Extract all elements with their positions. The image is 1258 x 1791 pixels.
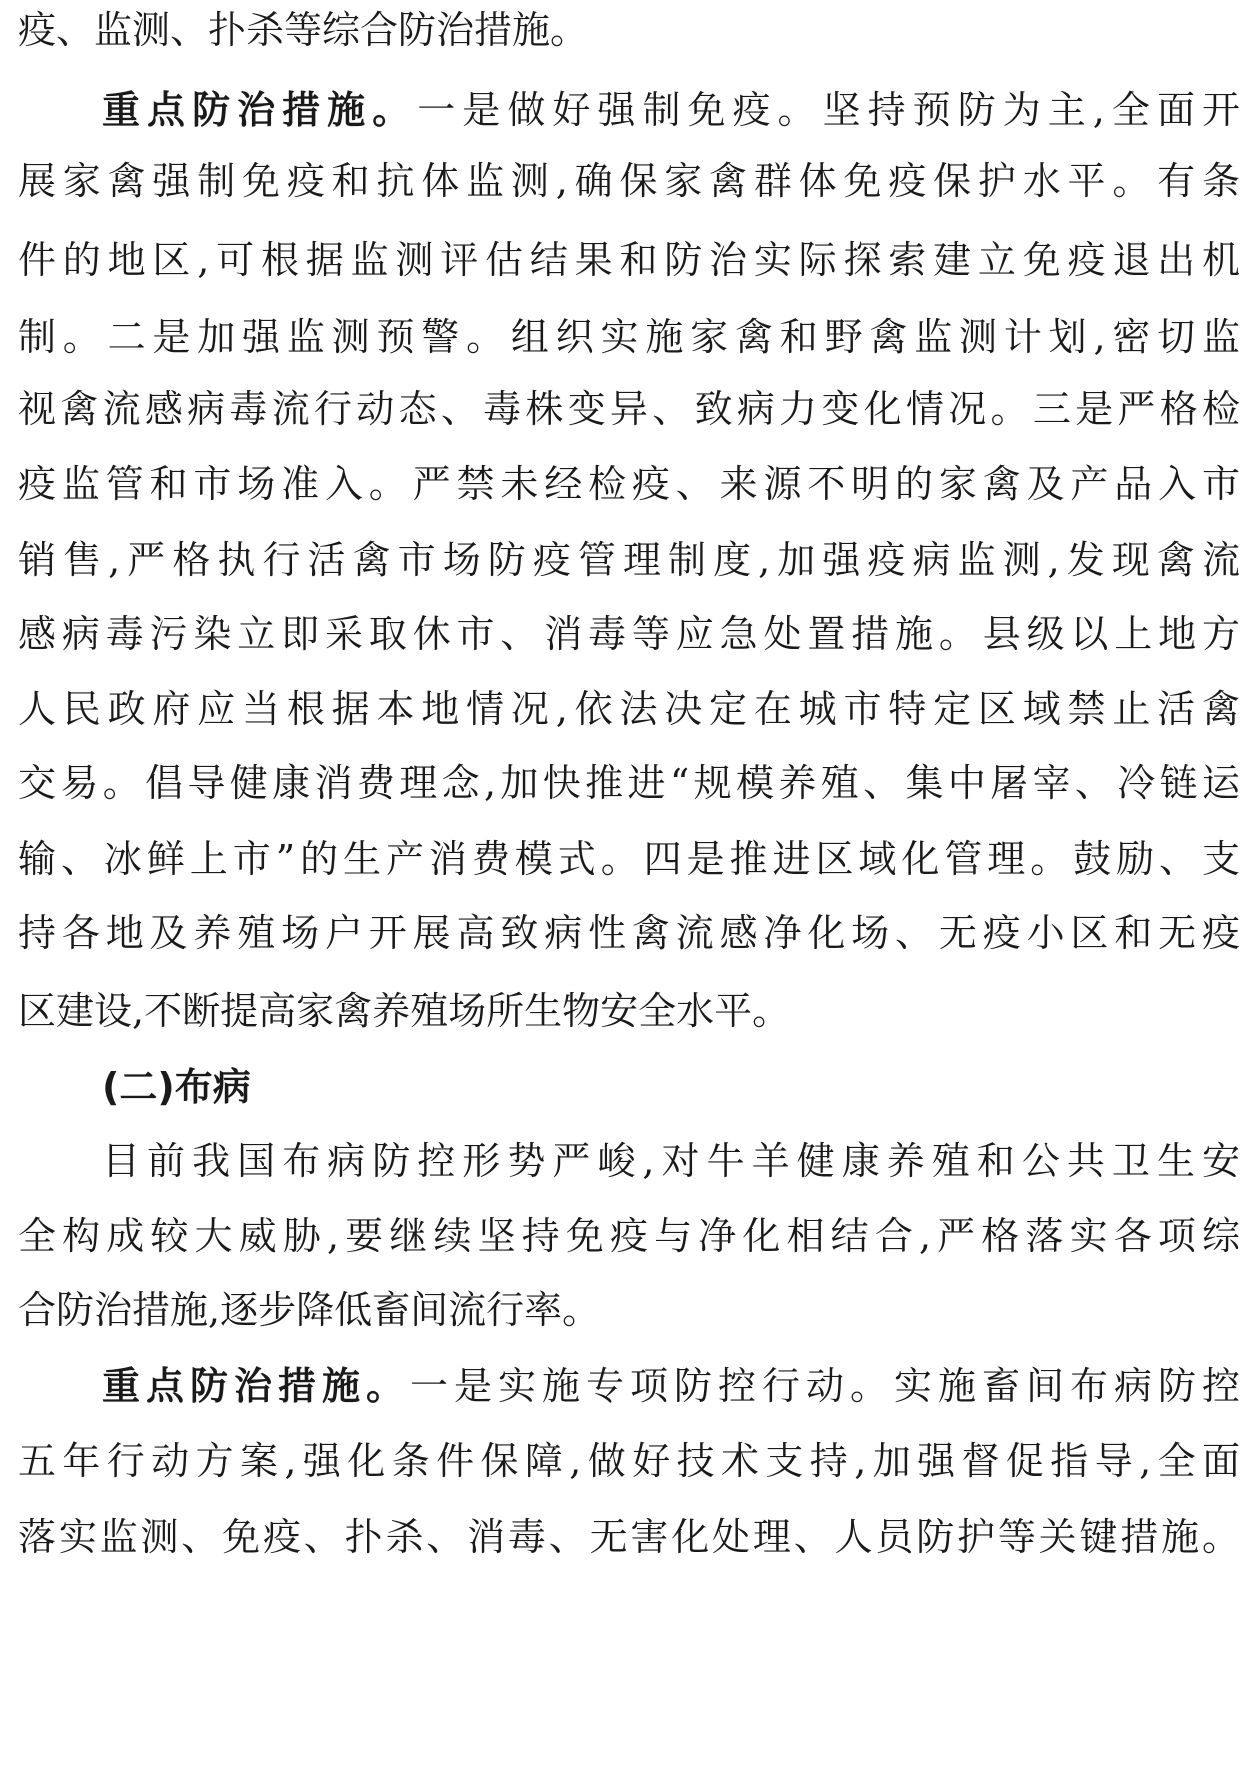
text-line: 合防治措施,逐步降低畜间流行率。 xyxy=(18,1288,601,1332)
text-line: 展家禽强制免疫和抗体监测,确保家禽群体免疫保护水平。有条 xyxy=(18,159,1240,203)
text-line: 疫、监测、扑杀等综合防治措施。 xyxy=(18,8,589,52)
text-line: 区建设,不断提高家禽养殖场所生物安全水平。 xyxy=(18,989,791,1033)
text-line: 五年行动方案,强化条件保障,做好技术支持,加强督促指导,全面 xyxy=(18,1439,1240,1483)
text-line: 输、冰鲜上市”的生产消费模式。四是推进区域化管理。鼓励、支 xyxy=(18,837,1240,881)
text-line: 疫监管和市场准入。严禁未经检疫、来源不明的家禽及产品入市 xyxy=(18,462,1240,506)
text-line: 视禽流感病毒流行动态、毒株变异、致病力变化情况。三是严格检 xyxy=(18,387,1240,431)
paragraph-first-line xyxy=(102,1360,1240,1412)
section-heading: (二)布病 xyxy=(102,1065,251,1109)
text-line: 件的地区,可根据监测评估结果和防治实际探索建立免疫退出机 xyxy=(18,238,1240,282)
paragraph-first-line xyxy=(102,84,1240,136)
text-line: 感病毒污染立即采取休市、消毒等应急处置措施。县级以上地方 xyxy=(18,612,1240,656)
section-lead-bold: 重点防治措施。 xyxy=(102,88,418,132)
text-line: 全构成较大威胁,要继续坚持免疫与净化相结合,严格落实各项综 xyxy=(18,1214,1240,1258)
text-line: 落实监测、免疫、扑杀、消毒、无害化处理、人员防护等关键措施。 xyxy=(18,1515,1240,1559)
text-line: 销售,严格执行活禽市场防疫管理制度,加强疫病监测,发现禽流 xyxy=(18,538,1240,582)
section-lead-bold: 重点防治措施。 xyxy=(102,1364,410,1408)
text-run: 一是实施专项防控行动。实施畜间布病防控 xyxy=(410,1364,1240,1408)
text-run: 一是做好强制免疫。坚持预防为主,全面开 xyxy=(417,88,1240,132)
text-line: 持各地及养殖场户开展高致病性禽流感净化场、无疫小区和无疫 xyxy=(18,911,1240,955)
paragraph-first-line: 目前我国布病防控形势严峻,对牛羊健康养殖和公共卫生安 xyxy=(102,1139,1240,1183)
text-line: 制。二是加强监测预警。组织实施家禽和野禽监测计划,密切监 xyxy=(18,315,1240,359)
text-line: 交易。倡导健康消费理念,加快推进“规模养殖、集中屠宰、冷链运 xyxy=(18,761,1240,805)
text-line: 人民政府应当根据本地情况,依法决定在城市特定区域禁止活禽 xyxy=(18,687,1240,731)
